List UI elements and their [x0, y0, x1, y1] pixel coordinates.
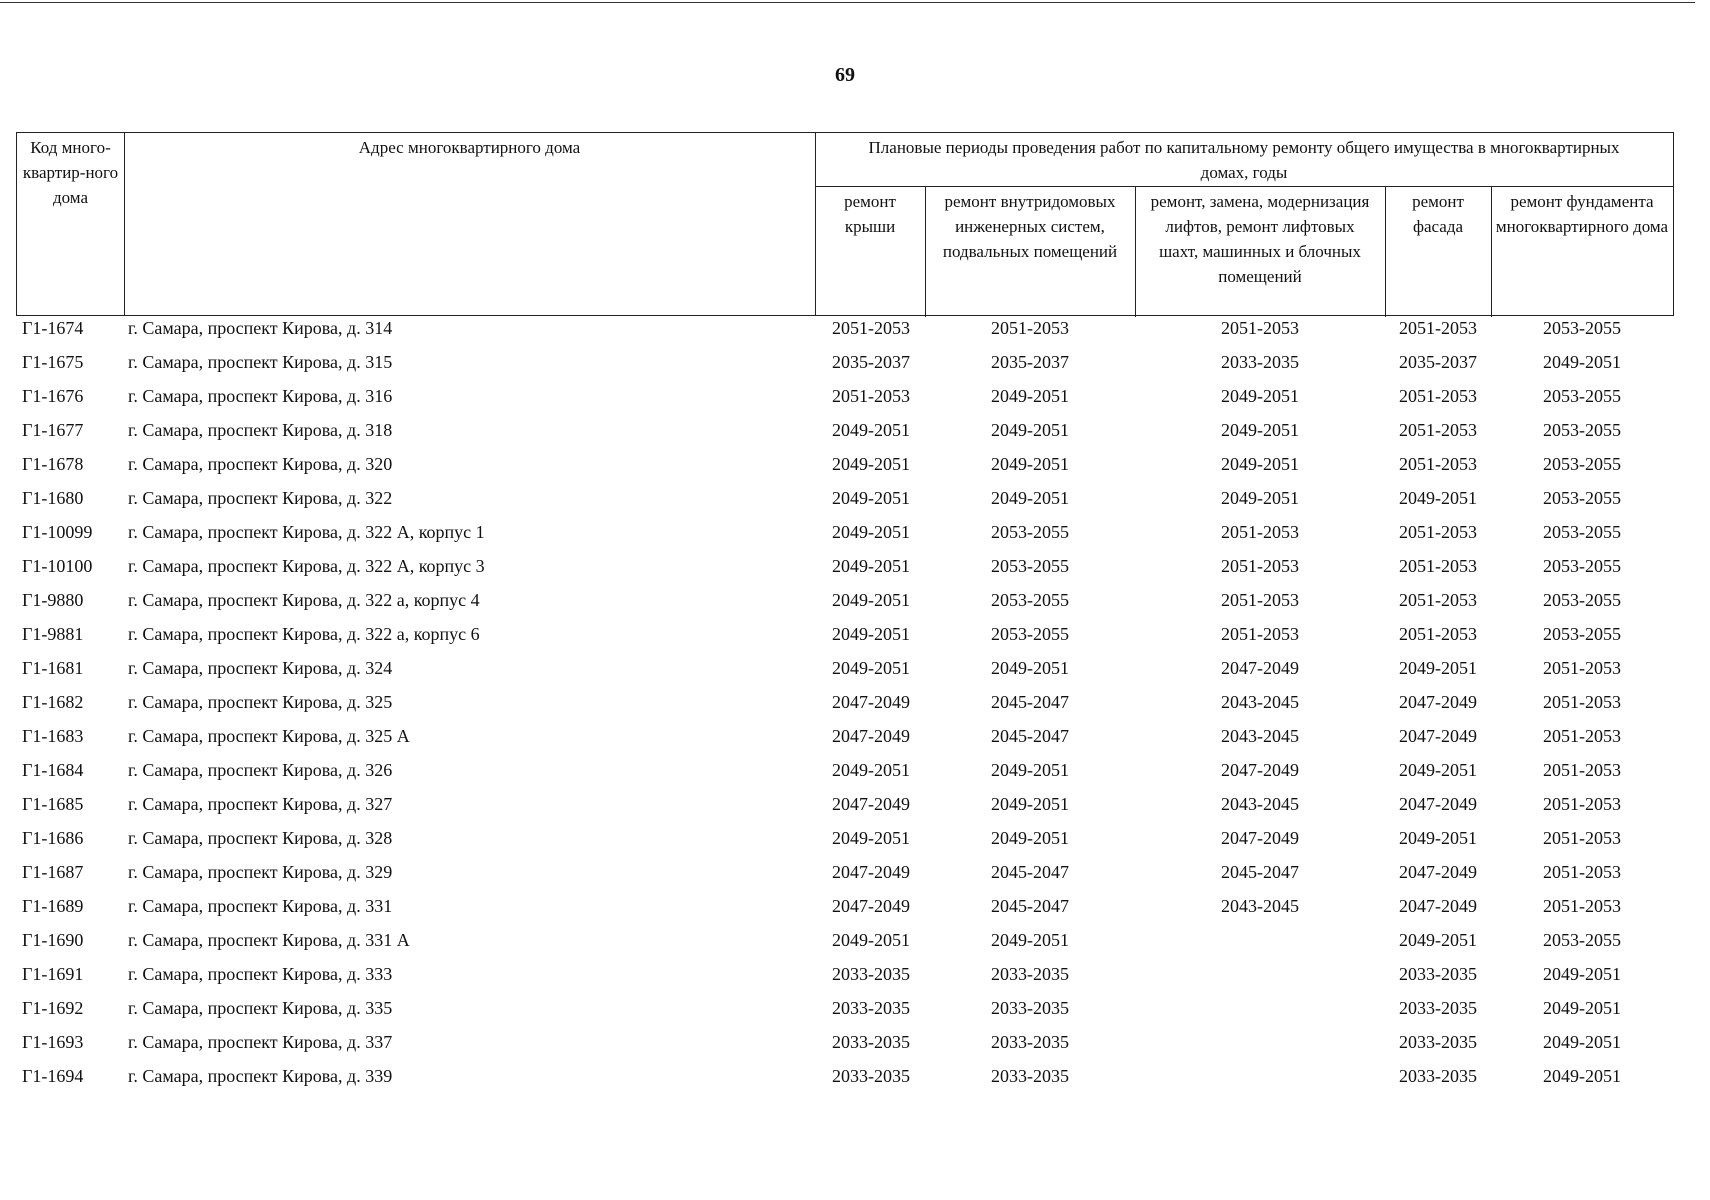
table-row	[0, 416, 1710, 450]
row-facade-period: 2051-2053	[1399, 590, 1477, 610]
row-facade-period: 2047-2049	[1399, 862, 1477, 882]
row-lifts-period: 2051-2053	[1221, 590, 1299, 610]
header-lifts: ремонт, замена, модернизация лифтов, ремонт лифтовых шахт, машинных и блочных помещений	[1150, 192, 1370, 286]
table-row	[0, 1062, 1710, 1096]
row-address: г. Самара, проспект Кирова, д. 331	[128, 896, 393, 916]
row-code: Г1-1675	[22, 352, 84, 372]
row-engineering-period: 2053-2055	[991, 624, 1069, 644]
row-facade-period: 2049-2051	[1399, 930, 1477, 950]
row-facade-period: 2051-2053	[1399, 420, 1477, 440]
table-row	[0, 620, 1710, 654]
table-row	[0, 858, 1710, 892]
row-roof-period: 2047-2049	[832, 896, 910, 916]
row-code: Г1-1691	[22, 964, 84, 984]
row-lifts-period: 2049-2051	[1221, 420, 1299, 440]
row-address: г. Самара, проспект Кирова, д. 333	[128, 964, 393, 984]
row-code: Г1-1686	[22, 828, 84, 848]
row-foundation-period: 2051-2053	[1543, 896, 1621, 916]
row-foundation-period: 2049-2051	[1543, 964, 1621, 984]
row-lifts-period: 2043-2045	[1221, 692, 1299, 712]
row-address: г. Самара, проспект Кирова, д. 324	[128, 658, 393, 678]
table-row	[0, 892, 1710, 926]
row-address: г. Самара, проспект Кирова, д. 337	[128, 1032, 393, 1052]
row-engineering-period: 2045-2047	[991, 862, 1069, 882]
row-engineering-period: 2053-2055	[991, 590, 1069, 610]
row-address: г. Самара, проспект Кирова, д. 314	[128, 318, 393, 338]
row-address: г. Самара, проспект Кирова, д. 322 А, корпус 1	[128, 522, 485, 542]
row-lifts-period: 2043-2045	[1221, 794, 1299, 814]
row-facade-period: 2051-2053	[1399, 556, 1477, 576]
table-row	[0, 756, 1710, 790]
row-lifts-period: 2049-2051	[1221, 454, 1299, 474]
row-code: Г1-1676	[22, 386, 84, 406]
table-row	[0, 382, 1710, 416]
row-foundation-period: 2051-2053	[1543, 862, 1621, 882]
row-foundation-period: 2049-2051	[1543, 998, 1621, 1018]
row-address: г. Самара, проспект Кирова, д. 322 а, корпус 6	[128, 624, 480, 644]
row-foundation-period: 2051-2053	[1543, 692, 1621, 712]
row-lifts-period: 2051-2053	[1221, 522, 1299, 542]
row-address: г. Самара, проспект Кирова, д. 339	[128, 1066, 393, 1086]
row-roof-period: 2047-2049	[832, 692, 910, 712]
row-roof-period: 2049-2051	[832, 624, 910, 644]
row-foundation-period: 2053-2055	[1543, 454, 1621, 474]
row-address: г. Самара, проспект Кирова, д. 315	[128, 352, 393, 372]
header-engineering: ремонт внутридомовых инженерных систем, подвальных помещений	[942, 192, 1118, 261]
header-periods: Плановые периоды проведения работ по капитальному ремонту общего имущества в многоквартирных домах, годы	[868, 138, 1620, 182]
table-row	[0, 654, 1710, 688]
row-engineering-period: 2035-2037	[991, 352, 1069, 372]
row-code: Г1-9881	[22, 624, 84, 644]
row-roof-period: 2049-2051	[832, 488, 910, 508]
row-roof-period: 2033-2035	[832, 1066, 910, 1086]
row-foundation-period: 2049-2051	[1543, 1032, 1621, 1052]
row-facade-period: 2049-2051	[1399, 488, 1477, 508]
table-row	[0, 722, 1710, 756]
header-roof: ремонт крыши	[844, 192, 896, 236]
header-divider	[124, 133, 125, 315]
row-engineering-period: 2045-2047	[991, 896, 1069, 916]
row-address: г. Самара, проспект Кирова, д. 322 А, корпус 3	[128, 556, 485, 576]
row-address: г. Самара, проспект Кирова, д. 328	[128, 828, 393, 848]
row-roof-period: 2049-2051	[832, 930, 910, 950]
row-engineering-period: 2045-2047	[991, 692, 1069, 712]
table-row	[0, 484, 1710, 518]
row-foundation-period: 2051-2053	[1543, 794, 1621, 814]
row-address: г. Самара, проспект Кирова, д. 327	[128, 794, 393, 814]
row-roof-period: 2049-2051	[832, 420, 910, 440]
row-roof-period: 2049-2051	[832, 556, 910, 576]
row-code: Г1-1682	[22, 692, 84, 712]
row-lifts-period: 2051-2053	[1221, 624, 1299, 644]
row-roof-period: 2033-2035	[832, 998, 910, 1018]
row-address: г. Самара, проспект Кирова, д. 329	[128, 862, 393, 882]
row-lifts-period: 2045-2047	[1221, 862, 1299, 882]
scan-top-border	[0, 2, 1695, 3]
row-code: Г1-1690	[22, 930, 84, 950]
table-row	[0, 994, 1710, 1028]
row-code: Г1-1674	[22, 318, 84, 338]
row-roof-period: 2047-2049	[832, 726, 910, 746]
row-foundation-period: 2053-2055	[1543, 386, 1621, 406]
row-engineering-period: 2049-2051	[991, 658, 1069, 678]
row-code: Г1-1693	[22, 1032, 84, 1052]
table-row	[0, 586, 1710, 620]
row-code: Г1-1677	[22, 420, 84, 440]
header-address: Адрес многоквартирного дома	[358, 138, 581, 157]
row-facade-period: 2049-2051	[1399, 658, 1477, 678]
row-engineering-period: 2049-2051	[991, 930, 1069, 950]
row-facade-period: 2049-2051	[1399, 760, 1477, 780]
row-roof-period: 2049-2051	[832, 590, 910, 610]
row-lifts-period: 2043-2045	[1221, 726, 1299, 746]
header-foundation: ремонт фундамента многоквартирного дома	[1495, 192, 1669, 236]
row-foundation-period: 2053-2055	[1543, 522, 1621, 542]
table-row	[0, 552, 1710, 586]
row-address: г. Самара, проспект Кирова, д. 325	[128, 692, 393, 712]
row-foundation-period: 2051-2053	[1543, 760, 1621, 780]
row-foundation-period: 2051-2053	[1543, 726, 1621, 746]
row-code: Г1-1678	[22, 454, 84, 474]
row-facade-period: 2033-2035	[1399, 964, 1477, 984]
row-code: Г1-1684	[22, 760, 84, 780]
row-lifts-period: 2051-2053	[1221, 556, 1299, 576]
row-lifts-period: 2043-2045	[1221, 896, 1299, 916]
row-engineering-period: 2049-2051	[991, 794, 1069, 814]
row-foundation-period: 2049-2051	[1543, 352, 1621, 372]
row-address: г. Самара, проспект Кирова, д. 322 а, корпус 4	[128, 590, 480, 610]
table-row	[0, 790, 1710, 824]
row-address: г. Самара, проспект Кирова, д. 318	[128, 420, 393, 440]
row-code: Г1-1683	[22, 726, 84, 746]
row-foundation-period: 2053-2055	[1543, 556, 1621, 576]
row-roof-period: 2049-2051	[832, 658, 910, 678]
row-lifts-period: 2047-2049	[1221, 658, 1299, 678]
row-facade-period: 2051-2053	[1399, 318, 1477, 338]
table-row	[0, 348, 1710, 382]
table-row	[0, 926, 1710, 960]
table-row	[0, 824, 1710, 858]
row-foundation-period: 2053-2055	[1543, 930, 1621, 950]
row-address: г. Самара, проспект Кирова, д. 331 А	[128, 930, 410, 950]
row-code: Г1-10100	[22, 556, 93, 576]
row-roof-period: 2049-2051	[832, 454, 910, 474]
row-facade-period: 2051-2053	[1399, 522, 1477, 542]
row-facade-period: 2047-2049	[1399, 692, 1477, 712]
row-code: Г1-1687	[22, 862, 84, 882]
row-roof-period: 2051-2053	[832, 318, 910, 338]
row-engineering-period: 2033-2035	[991, 964, 1069, 984]
row-foundation-period: 2051-2053	[1543, 828, 1621, 848]
row-code: Г1-1685	[22, 794, 84, 814]
row-engineering-period: 2033-2035	[991, 1032, 1069, 1052]
header-divider	[815, 186, 1673, 187]
row-engineering-period: 2049-2051	[991, 454, 1069, 474]
row-address: г. Самара, проспект Кирова, д. 322	[128, 488, 393, 508]
row-address: г. Самара, проспект Кирова, д. 316	[128, 386, 393, 406]
row-roof-period: 2051-2053	[832, 386, 910, 406]
row-address: г. Самара, проспект Кирова, д. 325 А	[128, 726, 410, 746]
row-foundation-period: 2053-2055	[1543, 624, 1621, 644]
row-lifts-period: 2047-2049	[1221, 828, 1299, 848]
row-facade-period: 2035-2037	[1399, 352, 1477, 372]
row-engineering-period: 2049-2051	[991, 760, 1069, 780]
row-code: Г1-1692	[22, 998, 84, 1018]
row-lifts-period: 2047-2049	[1221, 760, 1299, 780]
row-engineering-period: 2049-2051	[991, 828, 1069, 848]
row-lifts-period: 2033-2035	[1221, 352, 1299, 372]
row-roof-period: 2033-2035	[832, 1032, 910, 1052]
row-facade-period: 2049-2051	[1399, 828, 1477, 848]
row-facade-period: 2047-2049	[1399, 726, 1477, 746]
row-engineering-period: 2053-2055	[991, 522, 1069, 542]
row-address: г. Самара, проспект Кирова, д. 335	[128, 998, 393, 1018]
table-row	[0, 518, 1710, 552]
row-roof-period: 2049-2051	[832, 522, 910, 542]
row-code: Г1-9880	[22, 590, 84, 610]
row-facade-period: 2051-2053	[1399, 386, 1477, 406]
table-row	[0, 1028, 1710, 1062]
row-code: Г1-10099	[22, 522, 93, 542]
row-facade-period: 2047-2049	[1399, 794, 1477, 814]
page-number: 69	[835, 64, 855, 86]
row-facade-period: 2047-2049	[1399, 896, 1477, 916]
row-engineering-period: 2033-2035	[991, 1066, 1069, 1086]
row-foundation-period: 2053-2055	[1543, 420, 1621, 440]
row-facade-period: 2051-2053	[1399, 624, 1477, 644]
row-engineering-period: 2049-2051	[991, 488, 1069, 508]
row-engineering-period: 2045-2047	[991, 726, 1069, 746]
row-facade-period: 2033-2035	[1399, 998, 1477, 1018]
row-engineering-period: 2049-2051	[991, 420, 1069, 440]
table-header	[16, 132, 1674, 316]
row-foundation-period: 2053-2055	[1543, 590, 1621, 610]
row-lifts-period: 2051-2053	[1221, 318, 1299, 338]
row-roof-period: 2047-2049	[832, 794, 910, 814]
row-roof-period: 2049-2051	[832, 828, 910, 848]
row-foundation-period: 2053-2055	[1543, 318, 1621, 338]
row-engineering-period: 2049-2051	[991, 386, 1069, 406]
row-lifts-period: 2049-2051	[1221, 386, 1299, 406]
row-code: Г1-1680	[22, 488, 84, 508]
table-row	[0, 314, 1710, 348]
row-engineering-period: 2053-2055	[991, 556, 1069, 576]
row-roof-period: 2033-2035	[832, 964, 910, 984]
row-foundation-period: 2053-2055	[1543, 488, 1621, 508]
row-facade-period: 2033-2035	[1399, 1066, 1477, 1086]
row-engineering-period: 2051-2053	[991, 318, 1069, 338]
row-code: Г1-1689	[22, 896, 84, 916]
row-roof-period: 2047-2049	[832, 862, 910, 882]
row-address: г. Самара, проспект Кирова, д. 320	[128, 454, 393, 474]
table-row	[0, 960, 1710, 994]
row-foundation-period: 2051-2053	[1543, 658, 1621, 678]
row-roof-period: 2035-2037	[832, 352, 910, 372]
row-address: г. Самара, проспект Кирова, д. 326	[128, 760, 393, 780]
row-code: Г1-1681	[22, 658, 84, 678]
row-code: Г1-1694	[22, 1066, 84, 1086]
table-row	[0, 688, 1710, 722]
table-row	[0, 450, 1710, 484]
row-engineering-period: 2033-2035	[991, 998, 1069, 1018]
row-foundation-period: 2049-2051	[1543, 1066, 1621, 1086]
header-facade: ремонт фасада	[1412, 192, 1464, 236]
header-code: Код много-квартир-ного дома	[22, 138, 119, 207]
row-facade-period: 2051-2053	[1399, 454, 1477, 474]
row-roof-period: 2049-2051	[832, 760, 910, 780]
table-body	[0, 314, 1710, 1096]
row-lifts-period: 2049-2051	[1221, 488, 1299, 508]
row-facade-period: 2033-2035	[1399, 1032, 1477, 1052]
